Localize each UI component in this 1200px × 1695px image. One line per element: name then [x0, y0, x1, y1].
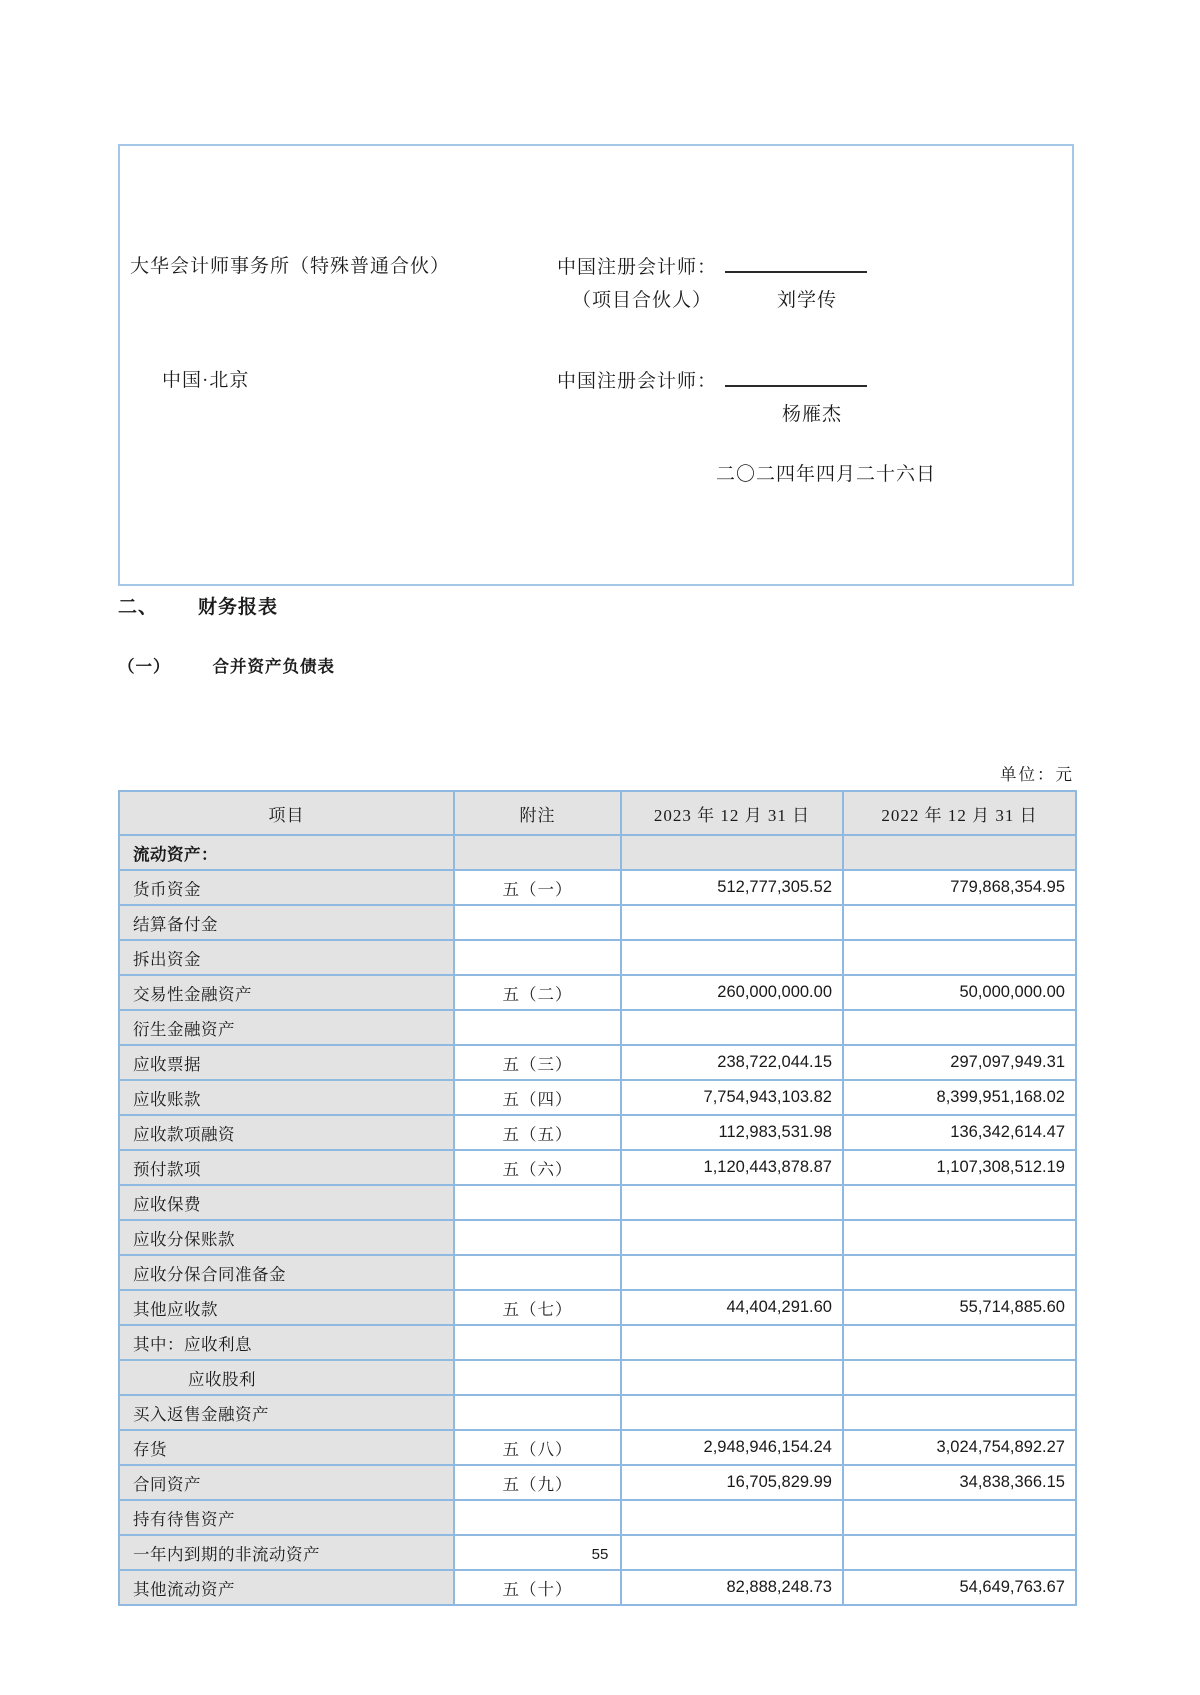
- table-row: [119, 870, 1076, 905]
- value-2023-cell: [621, 1500, 843, 1535]
- value-2022-cell: [843, 905, 1076, 940]
- table-row: [119, 1045, 1076, 1080]
- value-2022-cell: 779,868,354.95: [843, 870, 1076, 905]
- note-cell: [454, 1255, 621, 1290]
- signature-line-2: [725, 365, 867, 387]
- value-2023-cell: 238,722,044.15: [621, 1045, 843, 1080]
- cpa-name-1: 刘学传: [777, 290, 838, 311]
- value-2022-cell: [843, 1010, 1076, 1045]
- balance-sheet-table: [118, 790, 1077, 1606]
- value-2023-cell: [621, 1010, 843, 1045]
- value-2022-cell: [843, 835, 1076, 870]
- table-row: [119, 1500, 1076, 1535]
- note-cell: [454, 1360, 621, 1395]
- table-row: [119, 940, 1076, 975]
- note-cell: [454, 1325, 621, 1360]
- table-row: [119, 975, 1076, 1010]
- note-cell: 五（四）: [454, 1080, 621, 1115]
- header-2022: 2022 年 12 月 31 日: [843, 791, 1076, 835]
- firm-location: 中国·北京: [162, 370, 250, 391]
- note-cell: [454, 1010, 621, 1045]
- item-cell: 应收款项融资: [119, 1115, 454, 1150]
- table-row: [119, 1430, 1076, 1465]
- value-2023-cell: [621, 835, 843, 870]
- value-2022-cell: 8,399,951,168.02: [843, 1080, 1076, 1115]
- value-2023-cell: 1,120,443,878.87: [621, 1150, 843, 1185]
- header-item: 项目: [119, 791, 454, 835]
- item-cell: 交易性金融资产: [119, 975, 454, 1010]
- cpa-signature-row-2: [557, 365, 867, 393]
- signature-line-1: [725, 251, 867, 273]
- report-date: 二〇二四年四月二十六日: [716, 464, 937, 485]
- note-cell: [454, 1185, 621, 1220]
- table-row: [119, 1115, 1076, 1150]
- cpa-signature-row-1: [557, 251, 867, 279]
- section-number: 二、: [118, 597, 159, 618]
- item-cell: 预付款项: [119, 1150, 454, 1185]
- unit-label: 单位：元: [1000, 765, 1074, 784]
- value-2022-cell: 54,649,763.67: [843, 1570, 1076, 1605]
- note-cell: [454, 1500, 621, 1535]
- item-cell: 流动资产：: [119, 835, 454, 870]
- note-cell: [454, 940, 621, 975]
- value-2022-cell: [843, 1500, 1076, 1535]
- value-2022-cell: [843, 1220, 1076, 1255]
- value-2023-cell: 112,983,531.98: [621, 1115, 843, 1150]
- value-2023-cell: 7,754,943,103.82: [621, 1080, 843, 1115]
- note-cell: 五（七）: [454, 1290, 621, 1325]
- item-cell: 应收分保账款: [119, 1220, 454, 1255]
- table-row: [119, 1570, 1076, 1605]
- table-row: [119, 1080, 1076, 1115]
- table-header-row: [119, 791, 1076, 835]
- item-cell: 应收票据: [119, 1045, 454, 1080]
- note-cell: 五（二）: [454, 975, 621, 1010]
- cpa-name-2: 杨雁杰: [782, 404, 843, 425]
- table-row: [119, 1255, 1076, 1290]
- note-cell: 五（五）: [454, 1115, 621, 1150]
- note-cell: [454, 905, 621, 940]
- table-row: [119, 1290, 1076, 1325]
- cpa-label-1: 中国注册会计师：: [557, 257, 718, 278]
- subsection-number: （一）: [118, 657, 171, 676]
- value-2022-cell: 297,097,949.31: [843, 1045, 1076, 1080]
- value-2022-cell: 55,714,885.60: [843, 1290, 1076, 1325]
- value-2022-cell: [843, 1255, 1076, 1290]
- value-2023-cell: [621, 1255, 843, 1290]
- value-2023-cell: 2,948,946,154.24: [621, 1430, 843, 1465]
- cpa-label-2: 中国注册会计师：: [557, 371, 718, 392]
- note-cell: 五（六）: [454, 1150, 621, 1185]
- item-cell: 持有待售资产: [119, 1500, 454, 1535]
- subsection-heading: [118, 653, 335, 677]
- value-2023-cell: 260,000,000.00: [621, 975, 843, 1010]
- value-2023-cell: [621, 905, 843, 940]
- table-row: [119, 905, 1076, 940]
- note-cell: 五（九）: [454, 1465, 621, 1500]
- value-2022-cell: [843, 1360, 1076, 1395]
- value-2022-cell: [843, 1395, 1076, 1430]
- table-row: [119, 1360, 1076, 1395]
- value-2023-cell: 44,404,291.60: [621, 1290, 843, 1325]
- section-heading: [118, 592, 278, 619]
- value-2023-cell: 512,777,305.52: [621, 870, 843, 905]
- header-2023: 2023 年 12 月 31 日: [621, 791, 843, 835]
- note-cell: [454, 835, 621, 870]
- item-cell: 结算备付金: [119, 905, 454, 940]
- note-cell: 五（一）: [454, 870, 621, 905]
- value-2022-cell: [843, 940, 1076, 975]
- note-cell: 五（十）: [454, 1570, 621, 1605]
- item-cell: 货币资金: [119, 870, 454, 905]
- value-2023-cell: [621, 1325, 843, 1360]
- page-number: 55: [591, 1546, 609, 1563]
- header-note: 附注: [454, 791, 621, 835]
- section-title: 财务报表: [198, 597, 279, 618]
- note-cell: 五（八）: [454, 1430, 621, 1465]
- table-row: [119, 1185, 1076, 1220]
- item-cell: 买入返售金融资产: [119, 1395, 454, 1430]
- item-cell: 存货: [119, 1430, 454, 1465]
- partner-label: （项目合伙人）: [572, 290, 713, 311]
- item-cell: 应收股利: [119, 1360, 454, 1395]
- item-cell: 合同资产: [119, 1465, 454, 1500]
- value-2023-cell: [621, 1395, 843, 1430]
- value-2023-cell: [621, 940, 843, 975]
- item-cell: 拆出资金: [119, 940, 454, 975]
- value-2022-cell: 3,024,754,892.27: [843, 1430, 1076, 1465]
- item-cell: 应收账款: [119, 1080, 454, 1115]
- note-cell: [454, 1220, 621, 1255]
- value-2022-cell: 50,000,000.00: [843, 975, 1076, 1010]
- item-cell: 应收分保合同准备金: [119, 1255, 454, 1290]
- item-cell: 其中：应收利息: [119, 1325, 454, 1360]
- subsection-title: 合并资产负债表: [212, 657, 335, 676]
- table-row: [119, 835, 1076, 870]
- value-2023-cell: [621, 1220, 843, 1255]
- item-cell: 一年内到期的非流动资产: [119, 1535, 454, 1570]
- value-2022-cell: 136,342,614.47: [843, 1115, 1076, 1150]
- table-row: [119, 1010, 1076, 1045]
- audit-signature-box: [118, 144, 1074, 586]
- audit-firm-name: 大华会计师事务所（特殊普通合伙）: [130, 256, 451, 277]
- table-row: [119, 1395, 1076, 1430]
- note-cell: [454, 1395, 621, 1430]
- value-2023-cell: 16,705,829.99: [621, 1465, 843, 1500]
- balance-sheet-body: [119, 835, 1076, 1605]
- value-2023-cell: [621, 1360, 843, 1395]
- table-row: [119, 1220, 1076, 1255]
- table-row: [119, 1150, 1076, 1185]
- value-2023-cell: [621, 1185, 843, 1220]
- value-2022-cell: [843, 1185, 1076, 1220]
- value-2022-cell: [843, 1325, 1076, 1360]
- table-row: [119, 1465, 1076, 1500]
- value-2022-cell: 34,838,366.15: [843, 1465, 1076, 1500]
- item-cell: 其他应收款: [119, 1290, 454, 1325]
- value-2022-cell: 1,107,308,512.19: [843, 1150, 1076, 1185]
- item-cell: 应收保费: [119, 1185, 454, 1220]
- item-cell: 其他流动资产: [119, 1570, 454, 1605]
- item-cell: 衍生金融资产: [119, 1010, 454, 1045]
- note-cell: 五（三）: [454, 1045, 621, 1080]
- table-row: [119, 1325, 1076, 1360]
- value-2023-cell: 82,888,248.73: [621, 1570, 843, 1605]
